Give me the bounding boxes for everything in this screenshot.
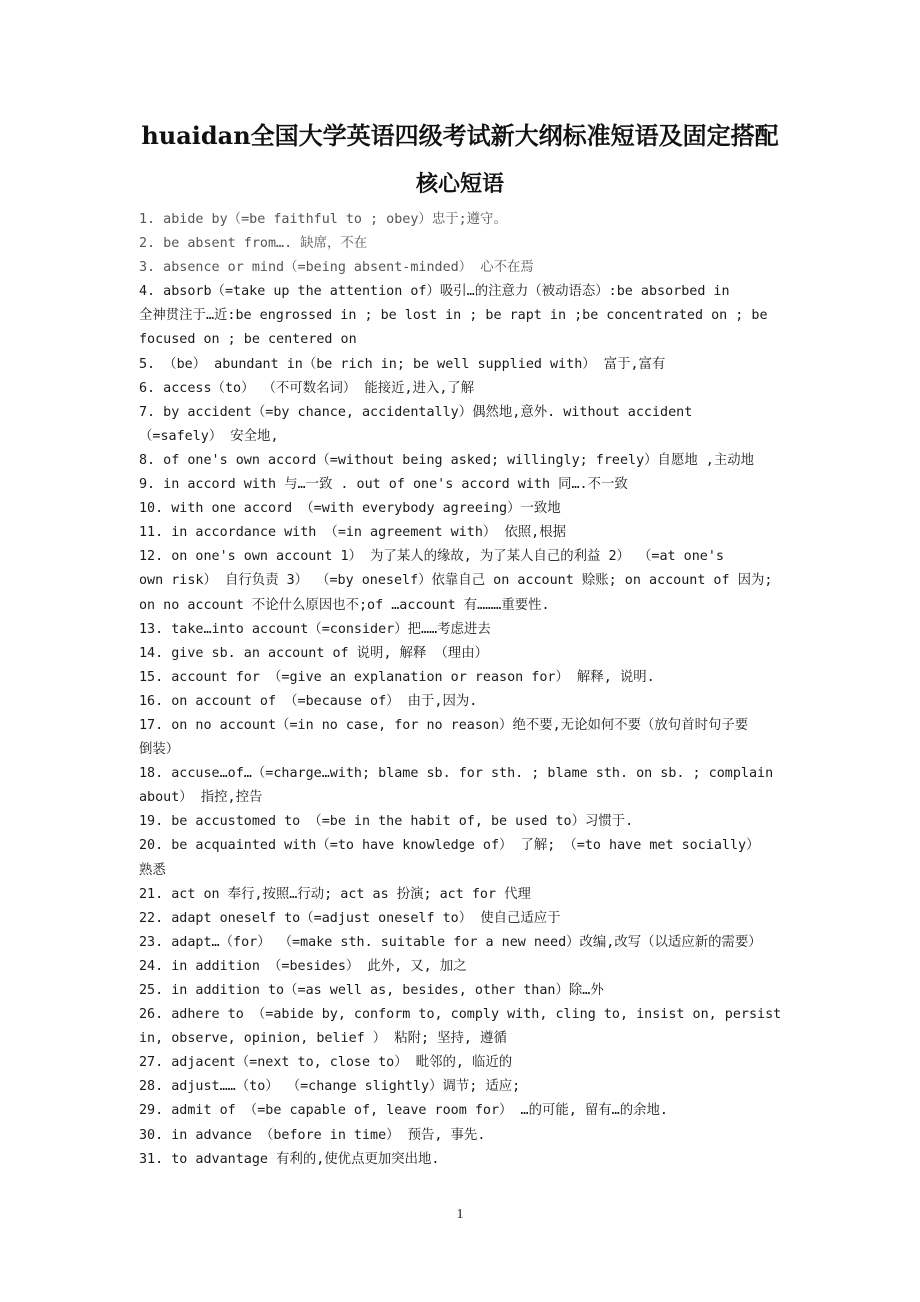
text-line: 14. give sb. an account of 说明, 解释 （理由） bbox=[139, 645, 488, 661]
text-line: 17. on no account（=in no case, for no reason）绝不要,无论如何不要（放句首时句子要 bbox=[139, 717, 749, 733]
text-line: 12. on one's own account 1） 为了某人的缘故, 为了某人自己的利益 2） （=at one's bbox=[139, 549, 724, 565]
text-line: 熟悉 bbox=[139, 862, 166, 878]
text-line: 19. be accustomed to （=be in the habit of, be used to）习惯于. bbox=[139, 814, 634, 830]
text-line: 8. of one's own accord（=without being asked; willingly; freely）自愿地 ,主动地 bbox=[139, 452, 755, 468]
text-line: （=safely） 安全地, bbox=[139, 428, 279, 444]
section-heading: 核心短语 bbox=[415, 171, 504, 197]
text-line: 4. absorb（=take up the attention of）吸引…的注意力（被动语态）:be absorbed in bbox=[139, 284, 730, 300]
text-line: own risk） 自行负责 3） （=by oneself）依靠自己 on account 赊账; on account of 因为; bbox=[139, 573, 773, 589]
text-line: 23. adapt…（for） （=make sth. suitable for a new need）改编,改写（以适应新的需要） bbox=[139, 934, 762, 950]
text-line: 25. in addition to（=as well as, besides, other than）除…外 bbox=[139, 983, 604, 998]
text-line: 31. to advantage 有利的,使优点更加突出地. bbox=[139, 1151, 440, 1167]
text-line: focused on ; be centered on bbox=[139, 332, 357, 348]
text-line: 30. in advance （before in time） 预告, 事先. bbox=[139, 1127, 486, 1143]
text-line: 3. absence or mind（=being absent-minded） 心不在焉 bbox=[139, 260, 534, 276]
text-line: 20. be acquainted with（=to have knowledge of） 了解; （=to have met socially） bbox=[139, 838, 760, 854]
text-line: 倒装） bbox=[139, 742, 180, 758]
text-line: 2. be absent from…. 缺席，不在 bbox=[139, 236, 368, 252]
text-line: 15. account for （=give an explanation or reason for） 解释, 说明. bbox=[139, 669, 655, 685]
text-line: 26. adhere to （=abide by, conform to, comply with, cling to, insist on, persist bbox=[139, 1007, 782, 1023]
text-line: 21. act on 奉行,按照…行动; act as 扮演; act for 代理 bbox=[139, 886, 531, 902]
text-line: 22. adapt oneself to（=adjust oneself to） 使自己适应于 bbox=[139, 910, 561, 926]
text-line: 9. in accord with 与…一致 . out of one's accord with 同….不一致 bbox=[139, 477, 628, 493]
page-number: 1 bbox=[456, 1207, 464, 1222]
text-line: on no account 不论什么原因也不;of …account 有………重要性. bbox=[139, 597, 550, 613]
text-line: 7. by accident（=by chance, accidentally）偶然地,意外. without accident bbox=[139, 404, 693, 420]
text-line: 24. in addition （=besides） 此外, 又, 加之 bbox=[139, 958, 467, 974]
text-line: 6. access（to） （不可数名词） 能接近,进入,了解 bbox=[139, 380, 475, 396]
text-line: in, observe, opinion, belief ） 粘附; 坚持, 遵循 bbox=[139, 1031, 507, 1047]
text-line: 13. take…into account（=consider）把……考虑进去 bbox=[139, 621, 491, 637]
text-line: 28. adjust……（to） （=change slightly）调节; 适应; bbox=[139, 1079, 521, 1095]
text-line: 16. on account of （=because of） 由于,因为. bbox=[139, 693, 478, 709]
text-line: 11. in accordance with （=in agreement with） 依照,根据 bbox=[139, 525, 567, 541]
text-line: 29. admit of （=be capable of, leave room for） …的可能, 留有…的余地. bbox=[139, 1103, 668, 1119]
text-line: 10. with one accord （=with everybody agreeing）一致地 bbox=[139, 501, 561, 517]
text-line: 18. accuse…of…（=charge…with; blame sb. for sth. ; blame sth. on sb. ; complain bbox=[139, 766, 774, 782]
text-line: 27. adjacent（=next to, close to） 毗邻的, 临近的 bbox=[139, 1055, 513, 1071]
document-title: huaidan全国大学英语四级考试新大纲标准短语及固定搭配 bbox=[141, 121, 779, 150]
text-line: 5. （be） abundant in（be rich in; be well supplied with） 富于,富有 bbox=[139, 356, 666, 372]
phrase-list bbox=[139, 208, 819, 1172]
text-line: about） 指控,控告 bbox=[139, 790, 263, 806]
text-line: 1. abide by（=be faithful to ; obey）忠于;遵守。 bbox=[139, 212, 507, 227]
text-line: 全神贯注于…近:be engrossed in ; be lost in ; be rapt in ;be concentrated on ; be bbox=[139, 308, 768, 324]
